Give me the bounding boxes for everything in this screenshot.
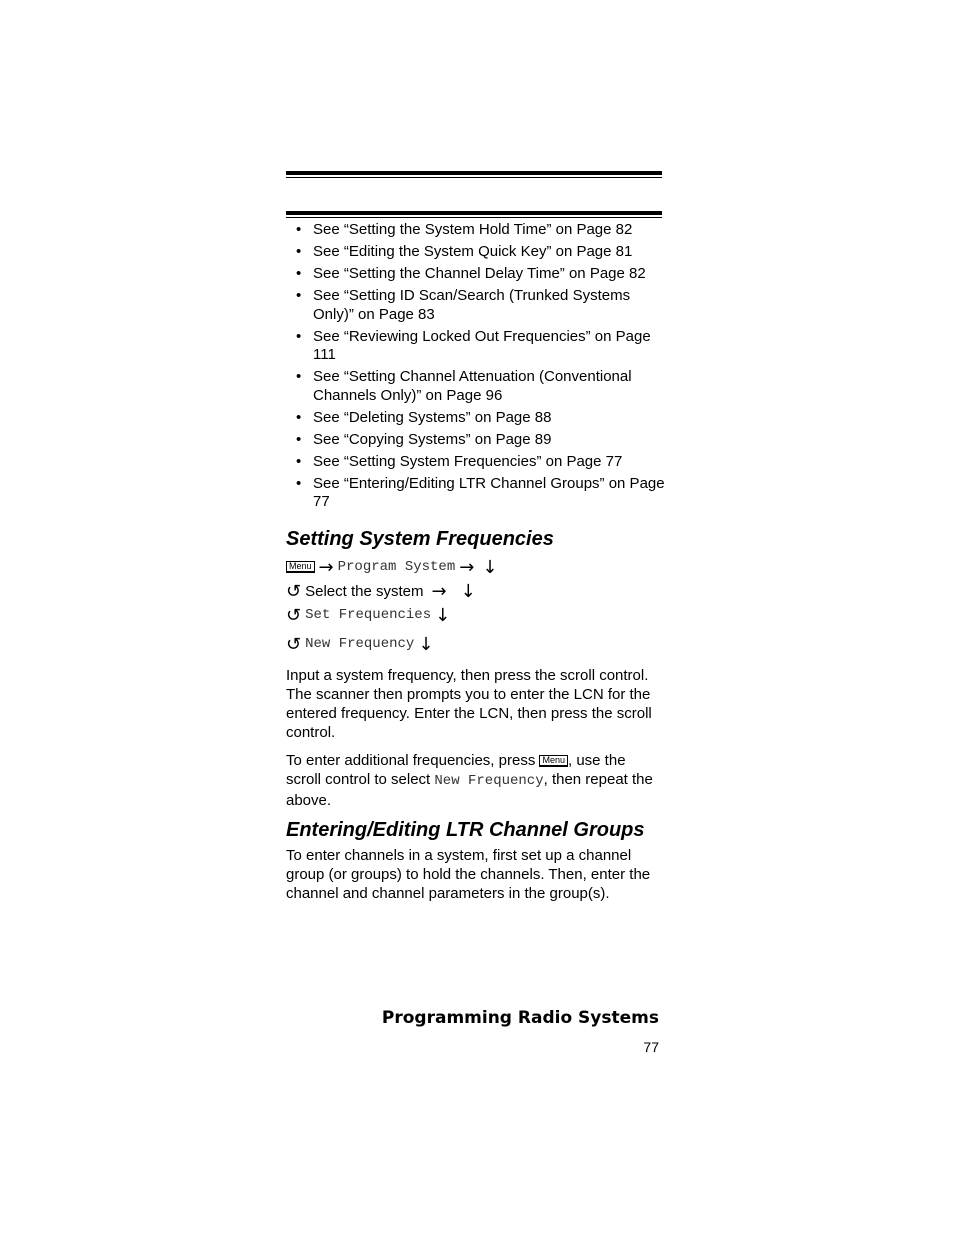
step-1	[286, 556, 501, 578]
header-rule-top-thin	[286, 177, 662, 178]
list-item: • See “Setting the System Hold Time” on Page 82	[296, 221, 633, 238]
footer-title: Programming Radio Systems	[381, 1008, 659, 1028]
step-2-text: Select the system	[305, 582, 424, 600]
para2-text-c: , then repeat the above.	[286, 771, 653, 809]
step-3-text: Set Frequencies	[305, 607, 432, 623]
list-item: • See “Deleting Systems” on Page 88	[296, 408, 552, 426]
step-4	[286, 633, 437, 655]
header-rule-bottom	[286, 211, 662, 215]
see-also-list	[296, 221, 666, 515]
list-item: • See “Entering/Editing LTR Channel Groups” on Page 77	[296, 474, 665, 510]
section-heading-setting-system-frequencies: Setting System Frequencies	[286, 528, 554, 550]
arrow-right-icon: →	[318, 556, 334, 578]
paragraph-additional-frequencies	[286, 751, 662, 810]
rotate-icon: ↺	[286, 580, 302, 602]
rotate-icon: ↺	[286, 604, 302, 626]
header-rule-top	[286, 171, 662, 175]
arrow-down-icon: ↓	[435, 604, 451, 626]
para2-code: New Frequency	[434, 773, 544, 789]
rotate-icon: ↺	[286, 633, 302, 655]
arrow-down-icon: ↓	[482, 556, 498, 578]
para2-text-b: , use the scroll control to select	[286, 752, 626, 788]
menu-key-icon: Menu	[286, 561, 315, 573]
arrow-right-icon: →	[459, 556, 475, 578]
para2-text-a: To enter additional frequencies, press	[286, 752, 540, 769]
page-number: 77	[643, 1039, 659, 1055]
arrow-down-icon: ↓	[460, 580, 476, 602]
section-heading-ltr-channel-groups: Entering/Editing LTR Channel Groups	[286, 819, 645, 841]
list-item: • See “Copying Systems” on Page 89	[296, 430, 552, 448]
list-item: • See “Setting ID Scan/Search (Trunked Systems Only)” on Page 83	[296, 287, 631, 323]
menu-key-icon: Menu	[539, 755, 568, 767]
step-4-text: New Frequency	[305, 636, 415, 652]
list-item: • See “Setting System Frequencies” on Page 77	[296, 452, 623, 470]
paragraph-input-frequency: Input a system frequency, then press the scroll control. The scanner then prompts you to enter the LCN for the entered frequency. Enter the LCN, then press the scroll control.	[286, 667, 652, 741]
arrow-right-icon: →	[431, 580, 447, 602]
list-item: • See “Setting the Channel Delay Time” on Page 82	[296, 265, 646, 282]
step-1-text: Program System	[337, 559, 456, 575]
header-rule-bottom-thin	[286, 217, 662, 218]
list-item: • See “Setting Channel Attenuation (Conventional Channels Only)” on Page 96	[296, 368, 632, 404]
step-3	[286, 604, 454, 626]
step-2	[286, 580, 480, 602]
arrow-down-icon: ↓	[418, 633, 434, 655]
paragraph-ltr-channel-groups: To enter channels in a system, first set up a channel group (or groups) to hold the channels. Then, enter the channel and channel parameters in the group(s).	[286, 847, 651, 902]
list-item: • See “Reviewing Locked Out Frequencies” on Page 111	[296, 327, 651, 363]
list-item: • See “Editing the System Quick Key” on Page 81	[296, 243, 633, 260]
